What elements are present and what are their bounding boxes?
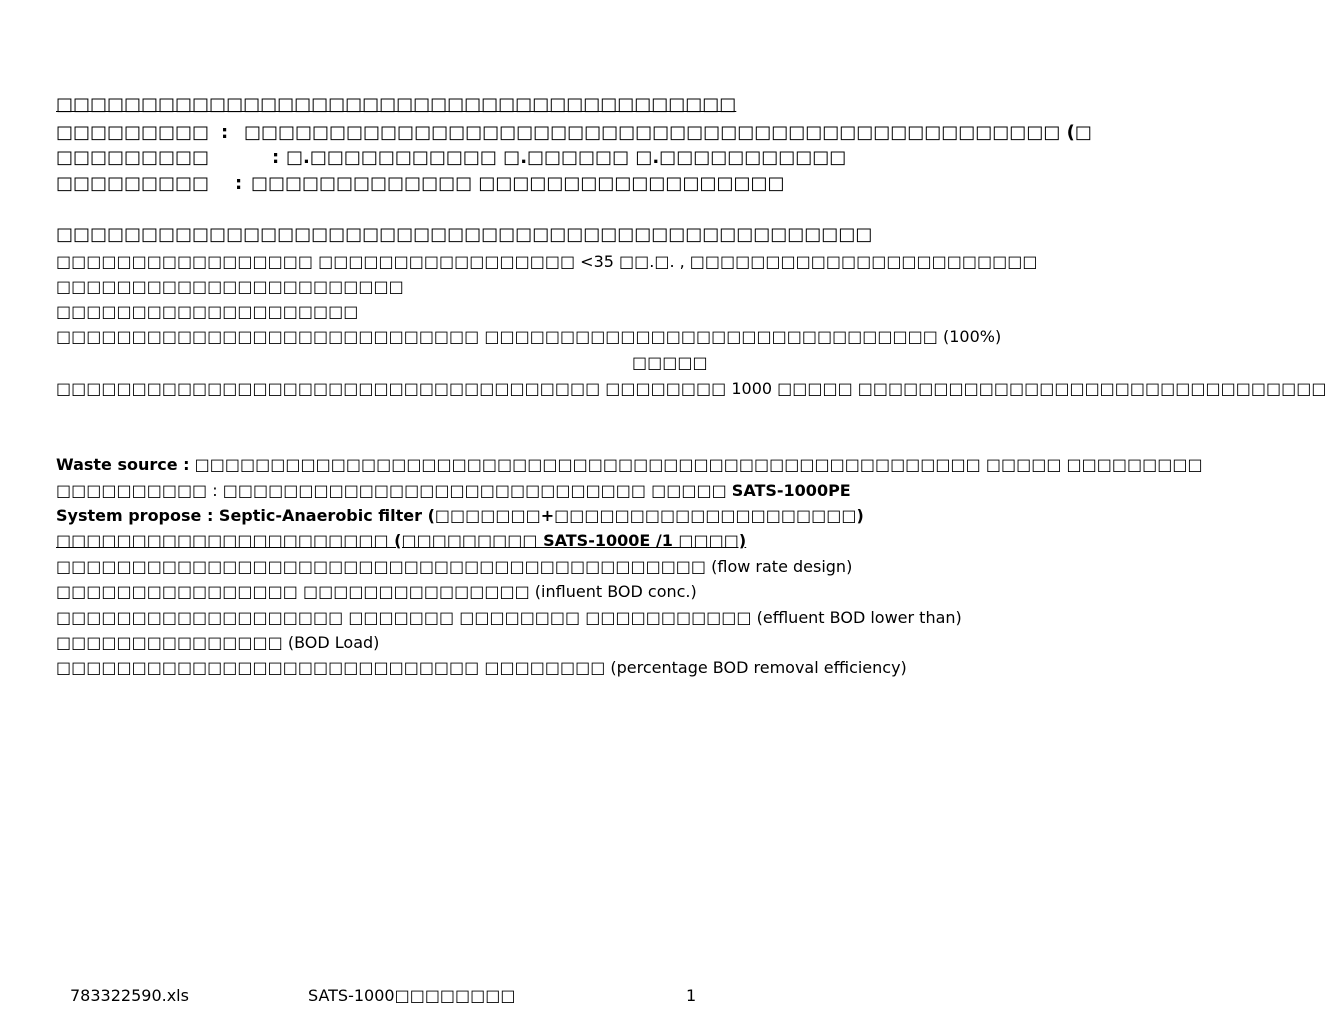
model-code: SATS-1000PE (731, 481, 851, 500)
field-separator: : (235, 173, 243, 194)
model-line (56, 481, 851, 500)
spec-heading: □□□□□□□□□□□□□□□□□□□□□□ (□□□□□□□□□ SATS-1000E /1 □□□□) (56, 531, 747, 550)
field-label: □□□□□□□□□ (56, 122, 210, 143)
criteria-line-6: □□□□□□□□□□□□□□□□□□□□□□□□□□□□□□□□□□□□ □□□□□□□□ 1000 □□□□□ □□□□□□□□□□□□□□□□□□□□□□□□□□□□□□□ (56, 379, 1326, 398)
criteria-heading: □□□□□□□□□□□□□□□□□□□□□□□□□□□□□□□□□□□□□□□□□□□□□□□□ (56, 224, 873, 245)
field-label: □□□□□□□□□ (56, 173, 210, 194)
criteria-line-5: □□□□□ (632, 353, 708, 372)
criteria-line-3: □□□□□□□□□□□□□□□□□□□□ (56, 302, 359, 321)
criteria-line-4: □□□□□□□□□□□□□□□□□□□□□□□□□□□□ □□□□□□□□□□□□□□□□□□□□□□□□□□□□□□ (100%) (56, 327, 1002, 346)
field-value: □.□□□□□□□□□□□ □.□□□□□□ □.□□□□□□□□□□□ (286, 147, 847, 168)
waste-source-value: □□□□□□□□□□□□□□□□□□□□□□□□□□□□□□□□□□□□□□□□□□□□□□□□□□□□ □□□□□ □□□□□□□□□ (194, 455, 1203, 474)
spec-item-1: □□□□□□□□□□□□□□□□□□□□□□□□□□□□□□□□□□□□□□□□□□□ (flow rate design) (56, 557, 853, 576)
document-title: □□□□□□□□□□□□□□□□□□□□□□□□□□□□□□□□□□□□□□□□ (56, 94, 737, 115)
footer-sheet-name: SATS-1000□□□□□□□□ (308, 986, 516, 1005)
field-value: □□□□□□□□□□□□□ □□□□□□□□□□□□□□□□□□ (251, 173, 785, 194)
criteria-line-2: □□□□□□□□□□□□□□□□□□□□□□□ (56, 277, 404, 296)
field-value: □□□□□□□□□□□□□□□□□□□□□□□□□□□□□□□□□□□□□□□□□□□□□□□□ (□ (244, 122, 1092, 143)
header-field-3 (56, 173, 785, 194)
spec-item-5: □□□□□□□□□□□□□□□□□□□□□□□□□□□□ □□□□□□□□ (percentage BOD removal efficiency) (56, 658, 907, 677)
field-separator: : (272, 147, 280, 168)
waste-source-label: Waste source : (56, 455, 190, 474)
criteria-line-1: □□□□□□□□□□□□□□□□□ □□□□□□□□□□□□□□□□□ <35 □□.□. , □□□□□□□□□□□□□□□□□□□□□□□ (56, 252, 1038, 271)
waste-source-line (56, 455, 1203, 474)
spec-item-3: □□□□□□□□□□□□□□□□□□□ □□□□□□□ □□□□□□□□ □□□□□□□□□□□ (effluent BOD lower than) (56, 608, 962, 627)
model-value: □□□□□□□□□□□□□□□□□□□□□□□□□□□□ □□□□□ (222, 481, 727, 500)
header-field-2 (56, 147, 847, 168)
header-field-1 (56, 122, 1092, 143)
spec-item-4: □□□□□□□□□□□□□□□ (BOD Load) (56, 633, 380, 652)
model-label: □□□□□□□□□□ : (56, 481, 218, 500)
system-propose: System propose : Septic-Anaerobic filter (□□□□□□□+□□□□□□□□□□□□□□□□□□□□) (56, 506, 864, 525)
spec-item-2: □□□□□□□□□□□□□□□□ □□□□□□□□□□□□□□□ (influent BOD conc.) (56, 582, 697, 601)
field-label: □□□□□□□□□ (56, 147, 210, 168)
footer-filename: 783322590.xls (70, 986, 189, 1005)
footer-page-number: 1 (686, 986, 697, 1005)
field-separator: : (221, 122, 229, 143)
